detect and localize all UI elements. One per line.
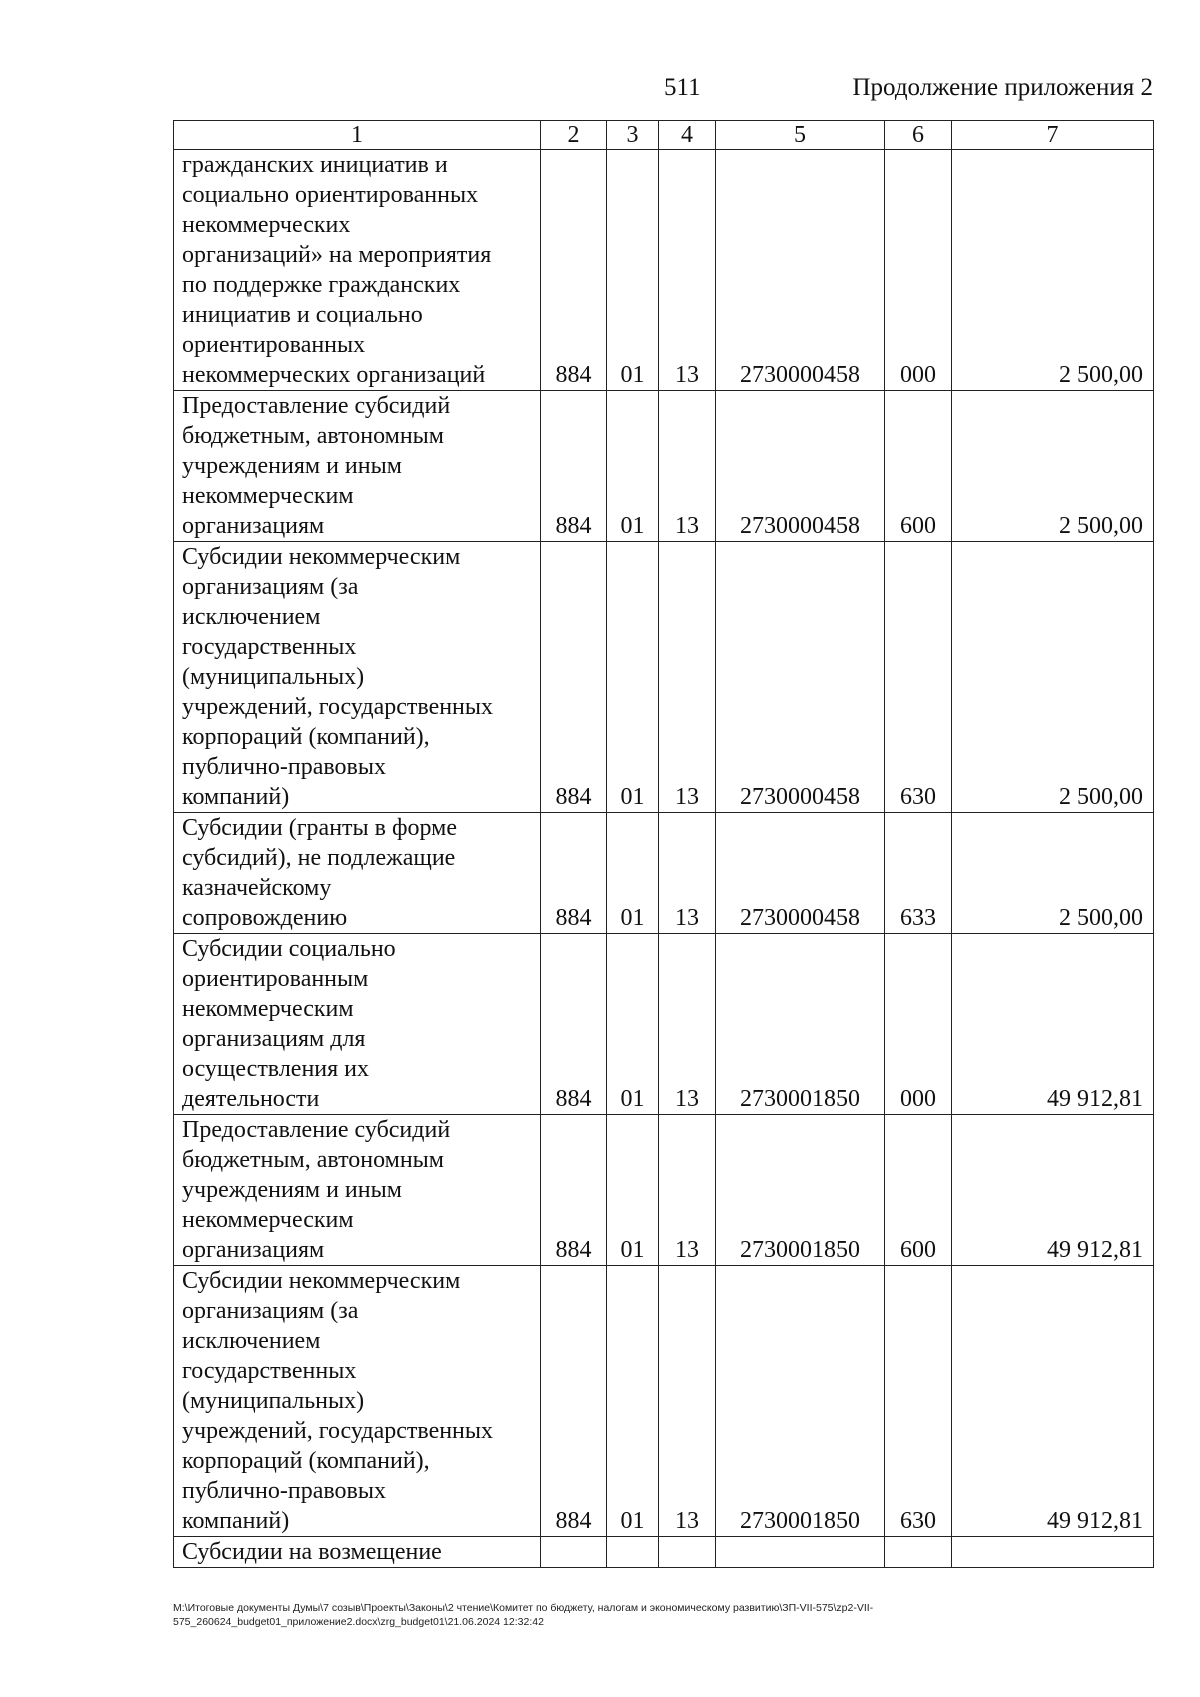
expense-type-code: 000 xyxy=(885,150,952,391)
expense-type-code: 630 xyxy=(885,542,952,813)
description-line: некоммерческим xyxy=(182,1207,354,1233)
description-line: деятельности xyxy=(182,1086,320,1112)
description-line: Предоставление субсидий xyxy=(182,393,451,419)
row-description xyxy=(174,391,541,542)
description-line: исключением xyxy=(182,1328,321,1354)
description-line: организациям (за xyxy=(182,1298,359,1324)
description-line: компаний) xyxy=(182,784,290,810)
description-line: корпораций (компаний), xyxy=(182,724,430,750)
section-code: 01 xyxy=(607,150,659,391)
description-line: государственных xyxy=(182,1358,357,1384)
description-line: гражданских инициатив и xyxy=(182,152,448,178)
ministry-code: 884 xyxy=(541,1266,607,1537)
expense-type-code: 630 xyxy=(885,1266,952,1537)
expense-type-code: 000 xyxy=(885,934,952,1115)
row-description xyxy=(174,150,541,391)
row-description xyxy=(174,934,541,1115)
subsection-code: 13 xyxy=(659,934,716,1115)
description-line: субсидий), не подлежащие xyxy=(182,845,456,871)
description-line: бюджетным, автономным xyxy=(182,423,444,449)
description-line: организациям (за xyxy=(182,574,359,600)
target-article-code xyxy=(716,1537,885,1568)
footer-path-line-2: 575_260624_budget01_приложение2.docx\zrg_budget01\21.06.2024 12:32:42 xyxy=(173,1616,544,1628)
subsection-code: 13 xyxy=(659,1115,716,1266)
column-header-5: 5 xyxy=(716,121,885,150)
description-line: казначейскому xyxy=(182,875,332,901)
description-line: организациям для xyxy=(182,1026,366,1052)
description-line: ориентированных xyxy=(182,332,366,358)
table-header xyxy=(174,121,1154,150)
column-header-2: 2 xyxy=(541,121,607,150)
section-code: 01 xyxy=(607,1115,659,1266)
description-line: ориентированным xyxy=(182,966,369,992)
description-line: Субсидии на возмещение xyxy=(182,1539,442,1565)
subsection-code xyxy=(659,1537,716,1568)
description-line: Субсидии некоммерческим xyxy=(182,544,461,570)
table-row xyxy=(174,1537,1154,1568)
section-code: 01 xyxy=(607,1266,659,1537)
table-row xyxy=(174,391,1154,542)
ministry-code xyxy=(541,1537,607,1568)
description-line: сопровождению xyxy=(182,905,348,931)
description-line: некоммерческих организаций xyxy=(182,362,486,388)
row-description xyxy=(174,1115,541,1266)
description-line: учреждений, государственных xyxy=(182,1418,494,1444)
budget-table xyxy=(173,120,1154,1568)
expense-type-code: 600 xyxy=(885,391,952,542)
description-line: социально ориентированных xyxy=(182,182,479,208)
ministry-code: 884 xyxy=(541,150,607,391)
description-line: Предоставление субсидий xyxy=(182,1117,451,1143)
expense-type-code xyxy=(885,1537,952,1568)
row-description xyxy=(174,1537,541,1568)
description-line: организациям xyxy=(182,1237,325,1263)
subsection-code: 13 xyxy=(659,813,716,934)
subsection-code: 13 xyxy=(659,150,716,391)
row-description xyxy=(174,1266,541,1537)
amount: 49 912,81 xyxy=(952,1266,1154,1537)
section-code: 01 xyxy=(607,934,659,1115)
description-line: организаций» на мероприятия xyxy=(182,242,492,268)
ministry-code: 884 xyxy=(541,391,607,542)
document-path-footer xyxy=(173,1601,1153,1629)
expense-type-code: 633 xyxy=(885,813,952,934)
footer-path-line-1: M:\Итоговые документы Думы\7 созыв\Проекты\Законы\2 чтение\Комитет по бюджету, налогам и экономическому развитию\ЗП-VII-575\zp2-VII- xyxy=(173,1602,874,1614)
table-header-row xyxy=(174,121,1154,150)
amount: 2 500,00 xyxy=(952,542,1154,813)
table-row xyxy=(174,150,1154,391)
table-row xyxy=(174,1266,1154,1537)
table-row xyxy=(174,813,1154,934)
column-header-6: 6 xyxy=(885,121,952,150)
expense-type-code: 600 xyxy=(885,1115,952,1266)
ministry-code: 884 xyxy=(541,934,607,1115)
ministry-code: 884 xyxy=(541,813,607,934)
description-line: Субсидии некоммерческим xyxy=(182,1268,461,1294)
description-line: некоммерческим xyxy=(182,996,354,1022)
description-line: корпораций (компаний), xyxy=(182,1448,430,1474)
column-header-1: 1 xyxy=(174,121,541,150)
column-header-7: 7 xyxy=(952,121,1154,150)
table-row xyxy=(174,542,1154,813)
target-article-code: 2730000458 xyxy=(716,150,885,391)
section-code: 01 xyxy=(607,391,659,542)
table-row xyxy=(174,934,1154,1115)
description-line: некоммерческим xyxy=(182,483,354,509)
amount: 49 912,81 xyxy=(952,1115,1154,1266)
amount: 2 500,00 xyxy=(952,391,1154,542)
description-line: некоммерческих xyxy=(182,212,351,238)
target-article-code: 2730000458 xyxy=(716,813,885,934)
table-row xyxy=(174,1115,1154,1266)
subsection-code: 13 xyxy=(659,542,716,813)
ministry-code: 884 xyxy=(541,542,607,813)
page-number: 511 xyxy=(664,74,701,101)
appendix-continuation-title: Продолжение приложения 2 xyxy=(852,74,1153,101)
table-body xyxy=(174,150,1154,1568)
target-article-code: 2730001850 xyxy=(716,1115,885,1266)
description-line: Субсидии социально xyxy=(182,936,396,962)
section-code: 01 xyxy=(607,542,659,813)
column-header-3: 3 xyxy=(607,121,659,150)
amount xyxy=(952,1537,1154,1568)
description-line: учреждениям и иным xyxy=(182,453,402,479)
section-code: 01 xyxy=(607,813,659,934)
description-line: учреждениям и иным xyxy=(182,1177,402,1203)
amount: 2 500,00 xyxy=(952,813,1154,934)
description-line: по поддержке гражданских xyxy=(182,272,461,298)
section-code xyxy=(607,1537,659,1568)
ministry-code: 884 xyxy=(541,1115,607,1266)
target-article-code: 2730001850 xyxy=(716,1266,885,1537)
target-article-code: 2730001850 xyxy=(716,934,885,1115)
description-line: инициатив и социально xyxy=(182,302,423,328)
subsection-code: 13 xyxy=(659,391,716,542)
column-header-4: 4 xyxy=(659,121,716,150)
row-description xyxy=(174,813,541,934)
description-line: исключением xyxy=(182,604,321,630)
description-line: организациям xyxy=(182,513,325,539)
description-line: публично-правовых xyxy=(182,1478,386,1504)
target-article-code: 2730000458 xyxy=(716,542,885,813)
description-line: государственных xyxy=(182,634,357,660)
description-line: (муниципальных) xyxy=(182,664,365,690)
description-line: компаний) xyxy=(182,1508,290,1534)
description-line: публично-правовых xyxy=(182,754,386,780)
description-line: осуществления их xyxy=(182,1056,370,1082)
amount: 2 500,00 xyxy=(952,150,1154,391)
description-line: учреждений, государственных xyxy=(182,694,494,720)
description-line: бюджетным, автономным xyxy=(182,1147,444,1173)
subsection-code: 13 xyxy=(659,1266,716,1537)
amount: 49 912,81 xyxy=(952,934,1154,1115)
description-line: Субсидии (гранты в форме xyxy=(182,815,458,841)
description-line: (муниципальных) xyxy=(182,1388,365,1414)
target-article-code: 2730000458 xyxy=(716,391,885,542)
row-description xyxy=(174,542,541,813)
